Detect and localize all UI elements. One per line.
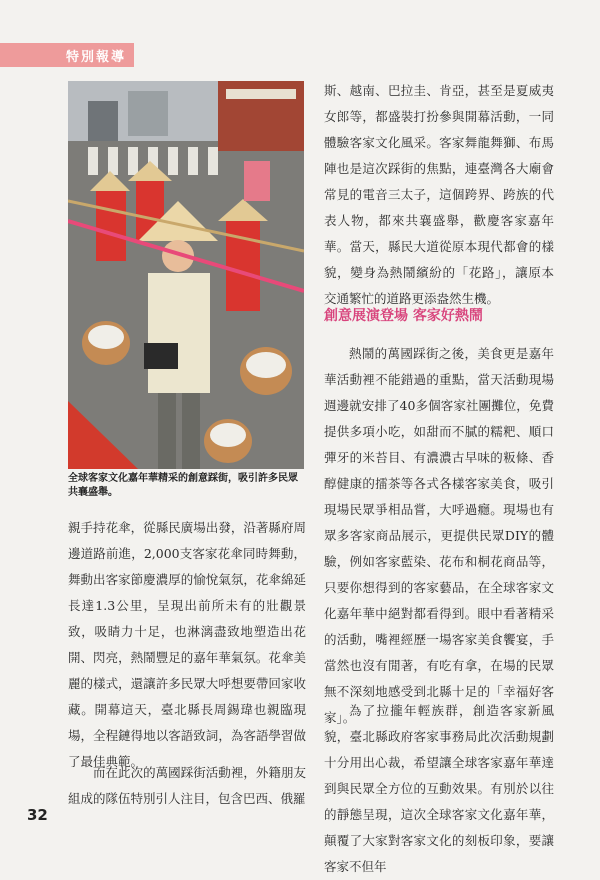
left-column-paragraph-2 [68, 760, 306, 812]
right-column-paragraph-1 [324, 78, 554, 312]
right-column-paragraph-3 [324, 698, 554, 880]
parade-photo-illustration [68, 81, 304, 469]
parade-photo [68, 81, 304, 469]
section-tab-label: 特別報導 [66, 50, 127, 65]
paragraph-text: 斯、越南、巴拉圭、肯亞，甚至是夏威夷女郎等，都盛裝打扮參與開幕活動，一同體驗客家文化風采。客家舞龍舞獅、布馬陣也是這次踩街的焦點，連臺灣各大廟會常見的電音三太子，這個跨界、跨族的代表人物，都來共襄盛舉，歡慶客家嘉年華。當天，縣民大道從原本現代都會的樣貌，變身為熱鬧繽紛的「花路」，讓原本交通繁忙的道路更添盎然生機。 [324, 83, 554, 306]
paragraph-text: 而在此次的萬國踩街活動裡，外籍朋友組成的隊伍特別引人注目，包含巴西、俄羅 [68, 765, 306, 806]
page-number: 32 [27, 806, 48, 824]
left-column-paragraph-1 [68, 515, 306, 775]
paragraph-text: 熱鬧的萬國踩街之後，美食更是嘉年華活動裡不能錯過的重點，當天活動現場週邊就安排了40多個客家社團攤位，免費提供多項小吃，如甜而不膩的糯粑、順口彈牙的米苔目、有濃濃古早味的粄條、香醇健康的擂茶等各式各樣客家美食，吸引現場民眾爭相品嘗，大呼過癮。現場也有眾多客家商品展示，更提供民眾DIY的體驗，例如客家藍染、花布和桐花商品等，只要你想得到的客家藝品，在全球客家文化嘉年華中絕對都看得到。眼中看著精采的活動，嘴裡經歷一場客家美食饗宴，手當然也沒有閒著，有吃有拿，在場的民眾無不深刻地感受到北縣十足的「幸福好客家」。 [324, 346, 554, 725]
right-column-paragraph-2 [324, 341, 554, 731]
paragraph-text: 為了拉攏年輕族群，創造客家新風貌，臺北縣政府客家事務局此次活動規劃十分用出心裁，希望讓全球客家嘉年華達到與民眾全方位的互動效果。有別於以往的靜態呈現，這次全球客家文化嘉年華，顛覆了大家對客家文化的刻板印象，要讓客家不但年 [324, 703, 554, 874]
section-heading: 創意展演登場 客家好熱鬧 [324, 308, 483, 324]
section-tab [0, 43, 134, 67]
photo-caption: 全球客家文化嘉年華精采的創意踩街，吸引許多民眾共襄盛舉。 [68, 473, 298, 498]
paragraph-text: 親手持花傘，從縣民廣場出發，沿著縣府周邊道路前進，2,000支客家花傘同時舞動，舞動出客家節慶濃厚的愉悅氣氛，花傘綿延長達1.3公里，呈現出前所未有的壯觀景致，吸睛力十足，也淋漓盡致地塑造出花開、閃亮，熱鬧豐足的嘉年華氣氛。花傘美麗的樣式，還讓許多民眾大呼想要帶回家收藏。開幕這天，臺北縣長周錫瑋也親臨現場，全程鏈得地以客語致詞，為客語學習做了最佳典範。 [68, 520, 306, 769]
